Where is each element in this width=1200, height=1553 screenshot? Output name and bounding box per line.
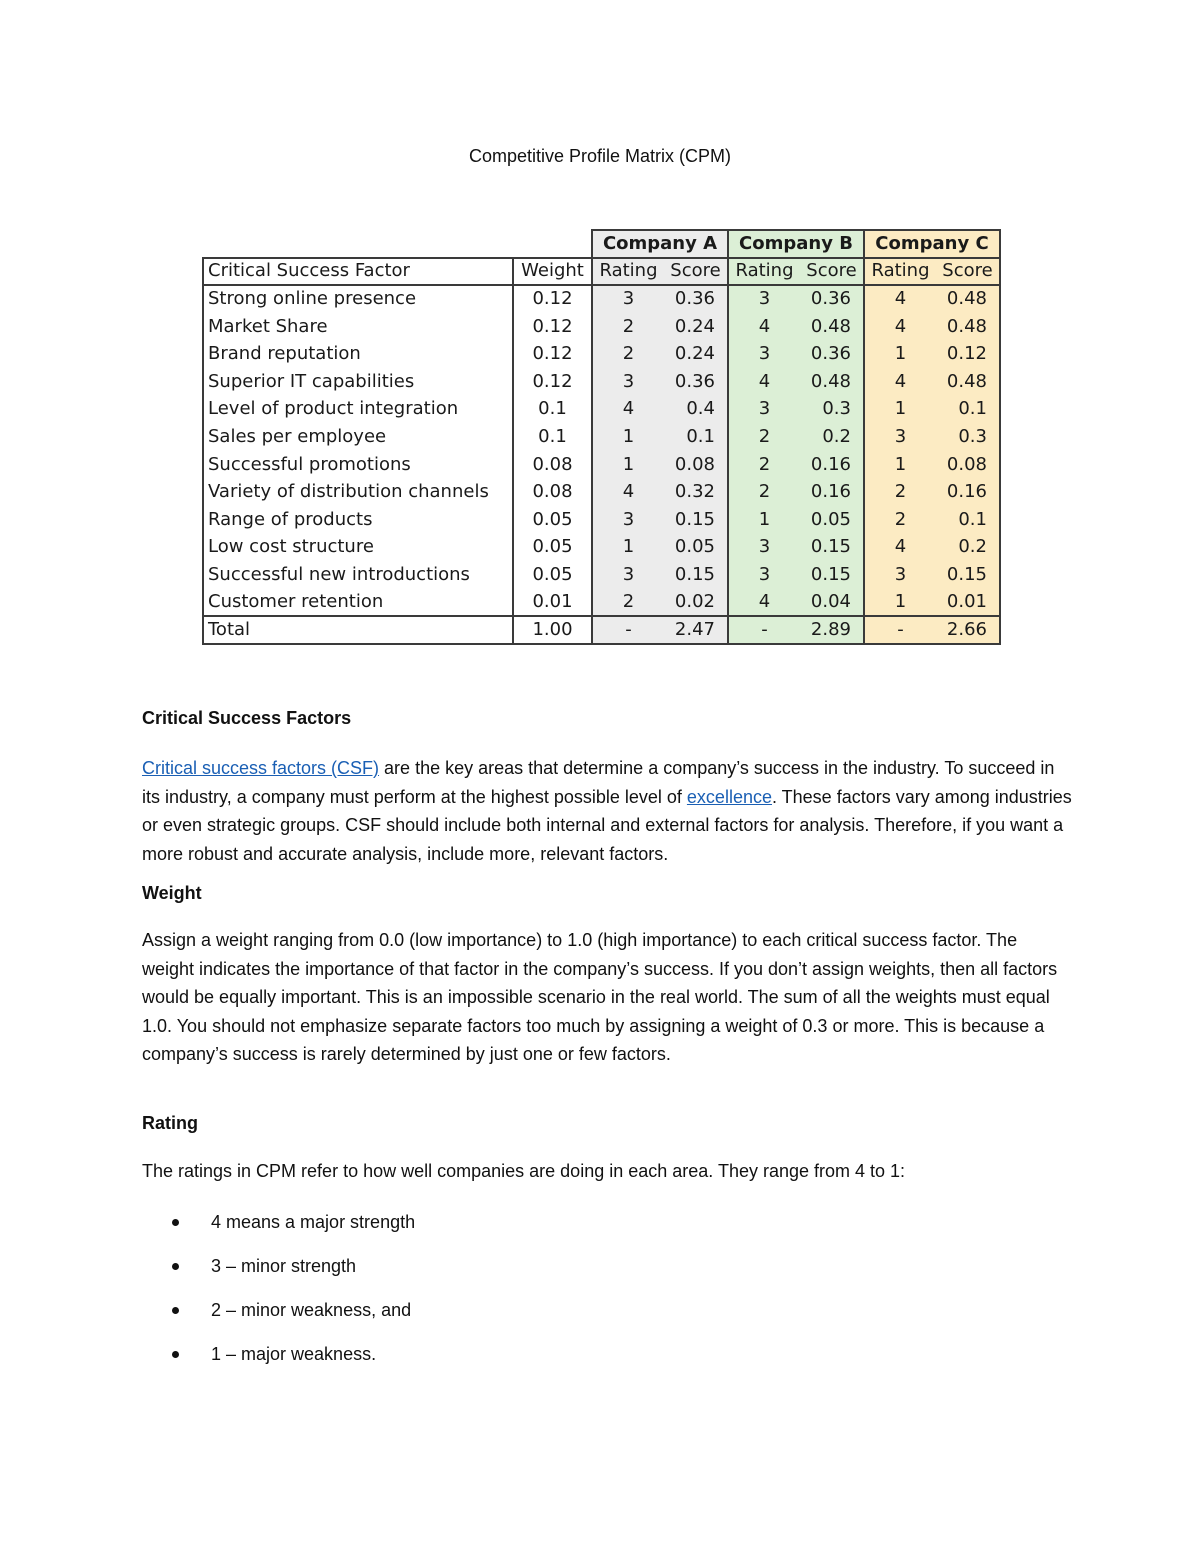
a-score-cell: 0.24 xyxy=(664,340,728,368)
b-rating-cell: 3 xyxy=(728,534,800,562)
b-rating-cell: 2 xyxy=(728,451,800,479)
b-rating-cell: 3 xyxy=(728,561,800,589)
weight-cell: 0.01 xyxy=(513,589,592,617)
table-row xyxy=(203,340,1000,368)
list-item: 4 means a major strength xyxy=(172,1200,415,1244)
c-rating-cell: 1 xyxy=(864,340,936,368)
a-score-cell: 0.15 xyxy=(664,506,728,534)
company-a-header: Company A xyxy=(592,230,728,258)
company-c-header: Company C xyxy=(864,230,1000,258)
table-row xyxy=(203,506,1000,534)
b-rating-cell: 4 xyxy=(728,313,800,341)
c-score-cell: 0.3 xyxy=(936,423,1000,451)
c-rating-cell: 3 xyxy=(864,561,936,589)
a-score-cell: 0.02 xyxy=(664,589,728,617)
csf-text-2: . These factors vary among industries or even strategic groups. CSF should include both internal and external factors for analysis. Therefore, if you want a more robust and accurate analysis, include more, relevant factors. xyxy=(142,786,1072,864)
c-score-cell: 0.01 xyxy=(936,589,1000,617)
weight-cell: 0.08 xyxy=(513,451,592,479)
bullet-icon xyxy=(172,1219,179,1226)
company-header-row xyxy=(203,230,1000,258)
a-score-cell: 2.47 xyxy=(664,616,728,644)
rating-paragraph: The ratings in CPM refer to how well companies are doing in each area. They range from 4 to 1: xyxy=(142,1161,906,1181)
table-row xyxy=(203,396,1000,424)
weight-cell: 0.12 xyxy=(513,340,592,368)
c-rating-cell: 3 xyxy=(864,423,936,451)
b-rating-cell: 4 xyxy=(728,589,800,617)
company-b-header: Company B xyxy=(728,230,864,258)
a-rating-cell: 3 xyxy=(592,368,664,396)
c-score-cell: 0.48 xyxy=(936,313,1000,341)
a-score-cell: 0.4 xyxy=(664,396,728,424)
table-row xyxy=(203,313,1000,341)
b-score-cell: 0.36 xyxy=(800,285,864,313)
b-score-cell: 0.48 xyxy=(800,368,864,396)
c-score-cell: 0.2 xyxy=(936,534,1000,562)
weight-paragraph: Assign a weight ranging from 0.0 (low importance) to 1.0 (high importance) to each critical success factor. The weight indicates the importance of that factor in the company’s success. If you don’t assign weights, then all factors would be equally important. This is an impossible scenario in the real world. The sum of all the weights must equal 1.0. You should not emphasize separate factors too much by assigning a weight of 0.3 or more. This is because a company’s success is rarely determined by just one or few factors. xyxy=(142,930,1058,1064)
a-rating-cell: 2 xyxy=(592,313,664,341)
c-rating-cell: 4 xyxy=(864,285,936,313)
list-item: 3 – minor strength xyxy=(172,1244,415,1288)
b-score-cell: 0.04 xyxy=(800,589,864,617)
b-score-cell: 0.3 xyxy=(800,396,864,424)
weight-cell: 0.08 xyxy=(513,478,592,506)
b-score-cell: 0.16 xyxy=(800,478,864,506)
b-rating-header: Rating xyxy=(728,258,800,286)
weight-cell: 0.05 xyxy=(513,506,592,534)
table-row xyxy=(203,285,1000,313)
a-rating-header: Rating xyxy=(592,258,664,286)
b-rating-cell: - xyxy=(728,616,800,644)
c-score-cell: 0.12 xyxy=(936,340,1000,368)
b-score-cell: 2.89 xyxy=(800,616,864,644)
document-title: Competitive Profile Matrix (CPM) xyxy=(468,146,732,166)
b-rating-cell: 4 xyxy=(728,368,800,396)
b-score-cell: 0.05 xyxy=(800,506,864,534)
a-score-cell: 0.15 xyxy=(664,561,728,589)
a-score-cell: 0.24 xyxy=(664,313,728,341)
a-rating-cell: 2 xyxy=(592,340,664,368)
csf-text-1: are the key areas that determine a company’s success in the industry. To succeed in its industry, a company must perform at the highest possible level of xyxy=(142,758,1055,807)
table-row xyxy=(203,368,1000,396)
c-rating-cell: 4 xyxy=(864,313,936,341)
weight-header: Weight xyxy=(513,258,592,286)
list-item: 1 – major weakness. xyxy=(172,1332,415,1376)
list-item: 2 – minor weakness, and xyxy=(172,1288,415,1332)
weight-cell: 0.12 xyxy=(513,285,592,313)
excellence-link[interactable]: excellence xyxy=(686,786,772,807)
b-score-header: Score xyxy=(800,258,864,286)
factor-cell: Low cost structure xyxy=(203,534,513,562)
factor-cell: Level of product integration xyxy=(203,396,513,424)
factor-cell: Sales per employee xyxy=(203,423,513,451)
csf-heading: Critical Success Factors xyxy=(142,708,352,728)
a-score-cell: 0.36 xyxy=(664,285,728,313)
c-rating-cell: 2 xyxy=(864,478,936,506)
factor-cell: Brand reputation xyxy=(203,340,513,368)
weight-cell: 0.12 xyxy=(513,313,592,341)
factor-cell: Range of products xyxy=(203,506,513,534)
a-rating-cell: 3 xyxy=(592,561,664,589)
factor-cell: Customer retention xyxy=(203,589,513,617)
c-score-cell: 0.15 xyxy=(936,561,1000,589)
a-score-cell: 0.36 xyxy=(664,368,728,396)
weight-cell: 1.00 xyxy=(513,616,592,644)
c-score-cell: 0.1 xyxy=(936,506,1000,534)
table-row xyxy=(203,589,1000,617)
weight-cell: 0.05 xyxy=(513,561,592,589)
c-rating-cell: 1 xyxy=(864,589,936,617)
c-score-cell: 0.16 xyxy=(936,478,1000,506)
rating-heading: Rating xyxy=(142,1113,198,1133)
a-score-cell: 0.32 xyxy=(664,478,728,506)
factor-cell: Market Share xyxy=(203,313,513,341)
b-score-cell: 0.36 xyxy=(800,340,864,368)
c-score-header: Score xyxy=(936,258,1000,286)
b-rating-cell: 1 xyxy=(728,506,800,534)
a-rating-cell: 4 xyxy=(592,396,664,424)
a-score-cell: 0.1 xyxy=(664,423,728,451)
factor-cell: Successful new introductions xyxy=(203,561,513,589)
a-score-cell: 0.08 xyxy=(664,451,728,479)
table-row xyxy=(203,534,1000,562)
b-score-cell: 0.48 xyxy=(800,313,864,341)
csf-paragraph xyxy=(142,754,1072,868)
c-score-cell: 0.48 xyxy=(936,285,1000,313)
c-rating-cell: 1 xyxy=(864,396,936,424)
a-rating-cell: 3 xyxy=(592,285,664,313)
csf-link[interactable]: Critical success factors (CSF) xyxy=(142,758,380,778)
a-rating-cell: 1 xyxy=(592,451,664,479)
factor-cell: Variety of distribution channels xyxy=(203,478,513,506)
table-row xyxy=(203,423,1000,451)
a-rating-cell: - xyxy=(592,616,664,644)
bullet-icon xyxy=(172,1351,179,1358)
weight-cell: 0.1 xyxy=(513,423,592,451)
column-header-row xyxy=(203,258,1000,286)
table-row xyxy=(203,451,1000,479)
c-rating-cell: 2 xyxy=(864,506,936,534)
total-row xyxy=(203,616,1000,644)
weight-cell: 0.1 xyxy=(513,396,592,424)
b-rating-cell: 3 xyxy=(728,340,800,368)
c-score-cell: 0.48 xyxy=(936,368,1000,396)
a-rating-cell: 1 xyxy=(592,423,664,451)
b-rating-cell: 3 xyxy=(728,285,800,313)
c-rating-cell: 1 xyxy=(864,451,936,479)
factor-cell: Total xyxy=(203,616,513,644)
weight-heading: Weight xyxy=(142,883,202,903)
weight-cell: 0.05 xyxy=(513,534,592,562)
weight-cell: 0.12 xyxy=(513,368,592,396)
bullet-icon xyxy=(172,1307,179,1314)
a-rating-cell: 3 xyxy=(592,506,664,534)
b-rating-cell: 2 xyxy=(728,478,800,506)
b-score-cell: 0.16 xyxy=(800,451,864,479)
factor-cell: Strong online presence xyxy=(203,285,513,313)
a-rating-cell: 4 xyxy=(592,478,664,506)
factor-cell: Successful promotions xyxy=(203,451,513,479)
cpm-table xyxy=(202,229,1001,645)
c-score-cell: 0.08 xyxy=(936,451,1000,479)
b-rating-cell: 3 xyxy=(728,396,800,424)
c-score-cell: 0.1 xyxy=(936,396,1000,424)
c-score-cell: 2.66 xyxy=(936,616,1000,644)
b-score-cell: 0.15 xyxy=(800,534,864,562)
b-score-cell: 0.2 xyxy=(800,423,864,451)
factor-header: Critical Success Factor xyxy=(203,258,513,286)
c-rating-cell: - xyxy=(864,616,936,644)
b-score-cell: 0.15 xyxy=(800,561,864,589)
a-rating-cell: 1 xyxy=(592,534,664,562)
table-row xyxy=(203,561,1000,589)
a-score-header: Score xyxy=(664,258,728,286)
bullet-icon xyxy=(172,1263,179,1270)
table-row xyxy=(203,478,1000,506)
rating-bullet-list xyxy=(172,1200,415,1376)
c-rating-header: Rating xyxy=(864,258,936,286)
a-score-cell: 0.05 xyxy=(664,534,728,562)
c-rating-cell: 4 xyxy=(864,368,936,396)
factor-cell: Superior IT capabilities xyxy=(203,368,513,396)
c-rating-cell: 4 xyxy=(864,534,936,562)
a-rating-cell: 2 xyxy=(592,589,664,617)
b-rating-cell: 2 xyxy=(728,423,800,451)
